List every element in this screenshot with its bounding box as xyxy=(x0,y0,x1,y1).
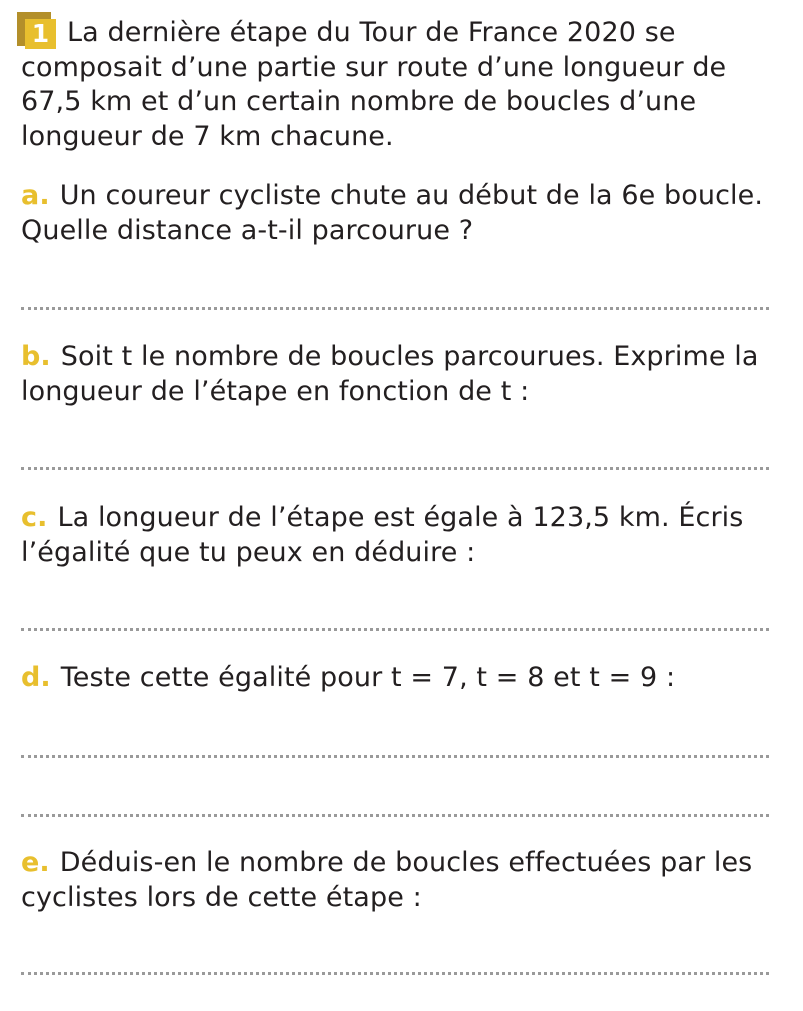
question-b xyxy=(21,340,791,409)
intro-text: La dernière étape du Tour de France 2020 se composait d’une partie sur route d’une longueur de 67,5 km et d’un certain nombre de boucles d’une longueur de 7 km chacune. xyxy=(21,17,727,152)
question-c-letter: c. xyxy=(21,502,48,533)
answer-line-d-2[interactable] xyxy=(21,814,769,817)
question-e-letter: e. xyxy=(21,847,50,878)
question-b-text: Soit t le nombre de boucles parcourues. Exprime la longueur de l’étape en fonction de t : xyxy=(21,341,759,407)
answer-line-b[interactable] xyxy=(21,467,769,470)
question-c-text: La longueur de l’étape est égale à 123,5 km. Écris l’égalité que tu peux en déduire : xyxy=(21,502,744,568)
answer-line-e[interactable] xyxy=(21,972,769,975)
exercise-number: 1 xyxy=(25,19,56,49)
question-c xyxy=(21,501,791,570)
question-a-text: Un coureur cycliste chute au début de la 6e boucle. Quelle distance a-t-il parcourue ? xyxy=(21,180,764,246)
question-d-text: Teste cette égalité pour t = 7, t = 8 et t = 9 : xyxy=(60,662,676,693)
question-d-letter: d. xyxy=(21,662,51,693)
exercise-intro xyxy=(21,16,791,154)
question-a xyxy=(21,179,791,248)
question-e-text: Déduis-en le nombre de boucles effectuées par les cyclistes lors de cette étape : xyxy=(21,847,753,913)
exercise-number-badge xyxy=(21,16,55,50)
question-d xyxy=(21,661,791,696)
answer-line-a[interactable] xyxy=(21,307,769,310)
answer-line-d-1[interactable] xyxy=(21,755,769,758)
answer-line-c[interactable] xyxy=(21,628,769,631)
question-a-letter: a. xyxy=(21,180,50,211)
question-b-letter: b. xyxy=(21,341,51,372)
question-e xyxy=(21,846,791,915)
